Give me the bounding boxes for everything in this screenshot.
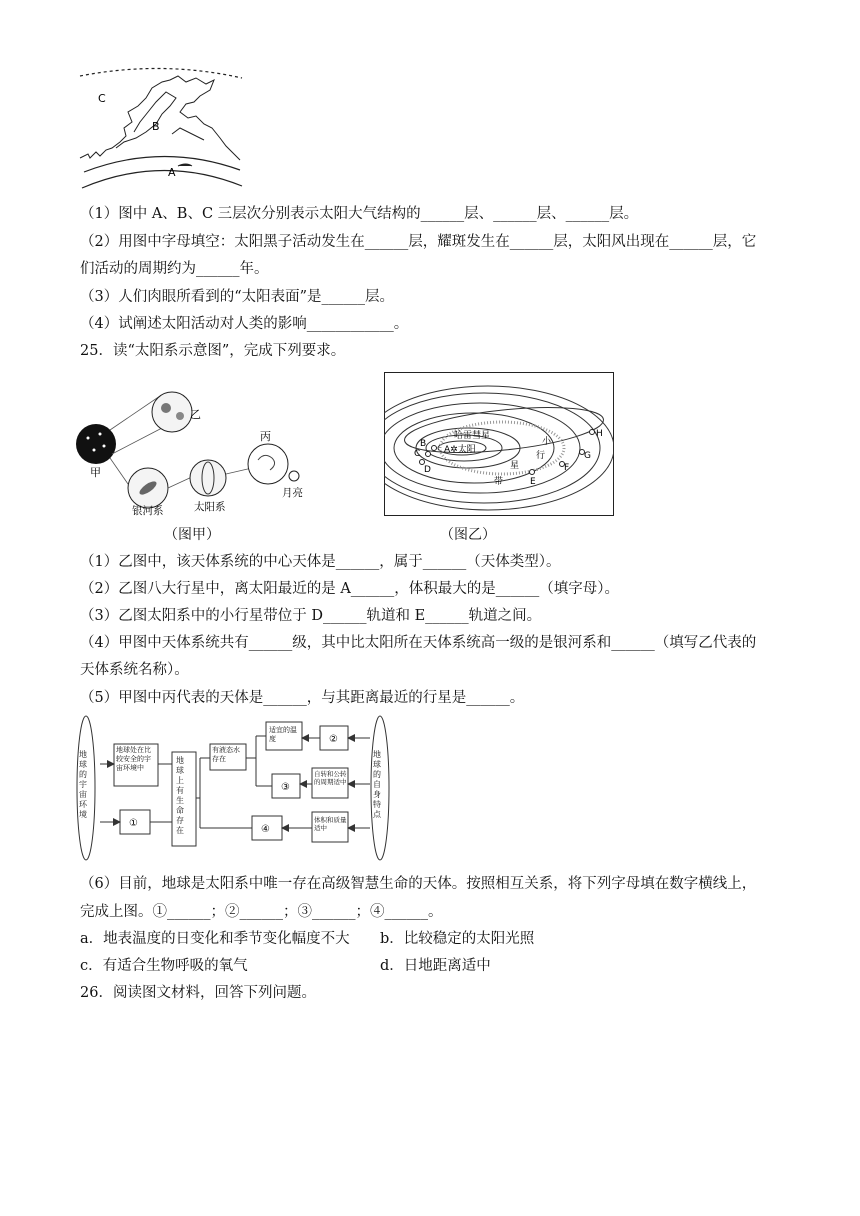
q26-title: 26．阅读图文材料，回答下列问题。 (80, 985, 316, 1001)
option-b: b．比较稳定的太阳光照 (380, 931, 535, 947)
q24-sub4: （4）试阐述太阳活动对人类的影响____________。 (80, 316, 409, 332)
q25-sub1: （1）乙图中，该天体系统的中心天体是______，属于______（天体类型）。 (80, 554, 561, 570)
q25-title: 25．读“太阳系示意图”，完成下列要求。 (80, 343, 346, 359)
label-comet: 哈雷彗星 (454, 431, 491, 441)
label-h-planet: H (596, 429, 603, 439)
q24-sub3: （3）人们肉眼所看到的“太阳表面”是______层。 (80, 289, 395, 305)
caption-yi: （图乙） (440, 527, 496, 543)
option-a: a．地表温度的日变化和季节变化幅度不大 (80, 931, 350, 947)
q25-sub6a: （6）目前，地球是太阳系中唯一存在高级智慧生命的天体。按照相互关系，将下列字母填在数字横线上， (80, 876, 757, 892)
flow-box-3: ③ (281, 782, 290, 793)
q24-sub2a: （2）用图中字母填空：太阳黑子活动发生在______层，耀斑发生在______层，太阳风出现在______层，它 (80, 234, 757, 250)
flow-box-rotation: 自转和公转的周期适中 (314, 770, 347, 786)
label-e-planet: E (530, 477, 536, 487)
label-c: C (98, 92, 106, 105)
label-bing: 丙 (260, 430, 271, 443)
q25-sub4a: （4）甲图中天体系统共有______级，其中比太阳所在天体系统高一级的是银河系和______（填写乙代表的 (80, 635, 757, 651)
option-d: d．日地距离适中 (380, 958, 491, 974)
figure-yi (384, 372, 614, 516)
label-galaxy: 银河系 (132, 505, 164, 516)
flow-box-mass: 体积和质量适中 (314, 816, 347, 832)
q25-sub5: （5）甲图中丙代表的天体是______，与其距离最近的行星是______。 (80, 690, 525, 706)
label-solar: 太阳系 (194, 501, 226, 513)
label-belt-2: 行 (536, 451, 546, 461)
label-belt-1: 小 (542, 437, 552, 447)
flow-box-1: ① (129, 818, 138, 829)
flow-box-water: 有液态水存在 (212, 746, 240, 763)
q25-sub4b: 天体系统名称）。 (80, 662, 189, 678)
flow-left-oval: 地球的宇宙环境 (79, 750, 87, 819)
option-c: c．有适合生物呼吸的氧气 (80, 958, 248, 974)
label-jia: 甲 (90, 466, 101, 479)
figure-jia (76, 384, 316, 516)
q24-sub2b: 们活动的周期约为______年。 (80, 261, 269, 277)
life-conditions-diagram (76, 714, 394, 862)
label-yi: 乙 (190, 408, 201, 421)
flow-box-safe: 地球处在比较安全的宇宙环境中 (116, 746, 151, 772)
sun-atmosphere-figure (76, 62, 248, 194)
label-b-planet: B (420, 439, 427, 449)
label-g-planet: G (584, 451, 591, 461)
label-a: A (168, 166, 176, 179)
q24-sub1: （1）图中 A、B、C 三层次分别表示太阳大气结构的______层、______层、______层。 (80, 206, 639, 222)
label-f-planet: F (564, 463, 570, 473)
label-c-planet: C (414, 449, 421, 459)
label-d-planet: D (424, 465, 431, 475)
flow-right-oval: 地球的自身特点 (373, 750, 381, 819)
q25-sub2: （2）乙图八大行星中，离太阳最近的是 A______，体积最大的是______（填字母）。 (80, 581, 620, 597)
q25-sub3: （3）乙图太阳系中的小行星带位于 D______轨道和 E______轨道之间。 (80, 608, 542, 624)
label-belt-4: 带 (494, 477, 504, 487)
flow-box-temp: 适宜的温度 (269, 726, 297, 743)
flow-box-2: ② (329, 734, 338, 745)
label-moon: 月亮 (282, 487, 303, 499)
label-sun: A✲太阳 (444, 445, 476, 455)
label-belt-3: 星 (510, 461, 520, 471)
flow-box-center: 地球上有生命存在 (176, 756, 184, 835)
q25-sub6b: 完成上图。①______；②______；③______；④______。 (80, 904, 443, 920)
flow-box-4: ④ (261, 824, 270, 835)
caption-jia: （图甲） (164, 527, 220, 543)
label-b: B (152, 120, 160, 133)
